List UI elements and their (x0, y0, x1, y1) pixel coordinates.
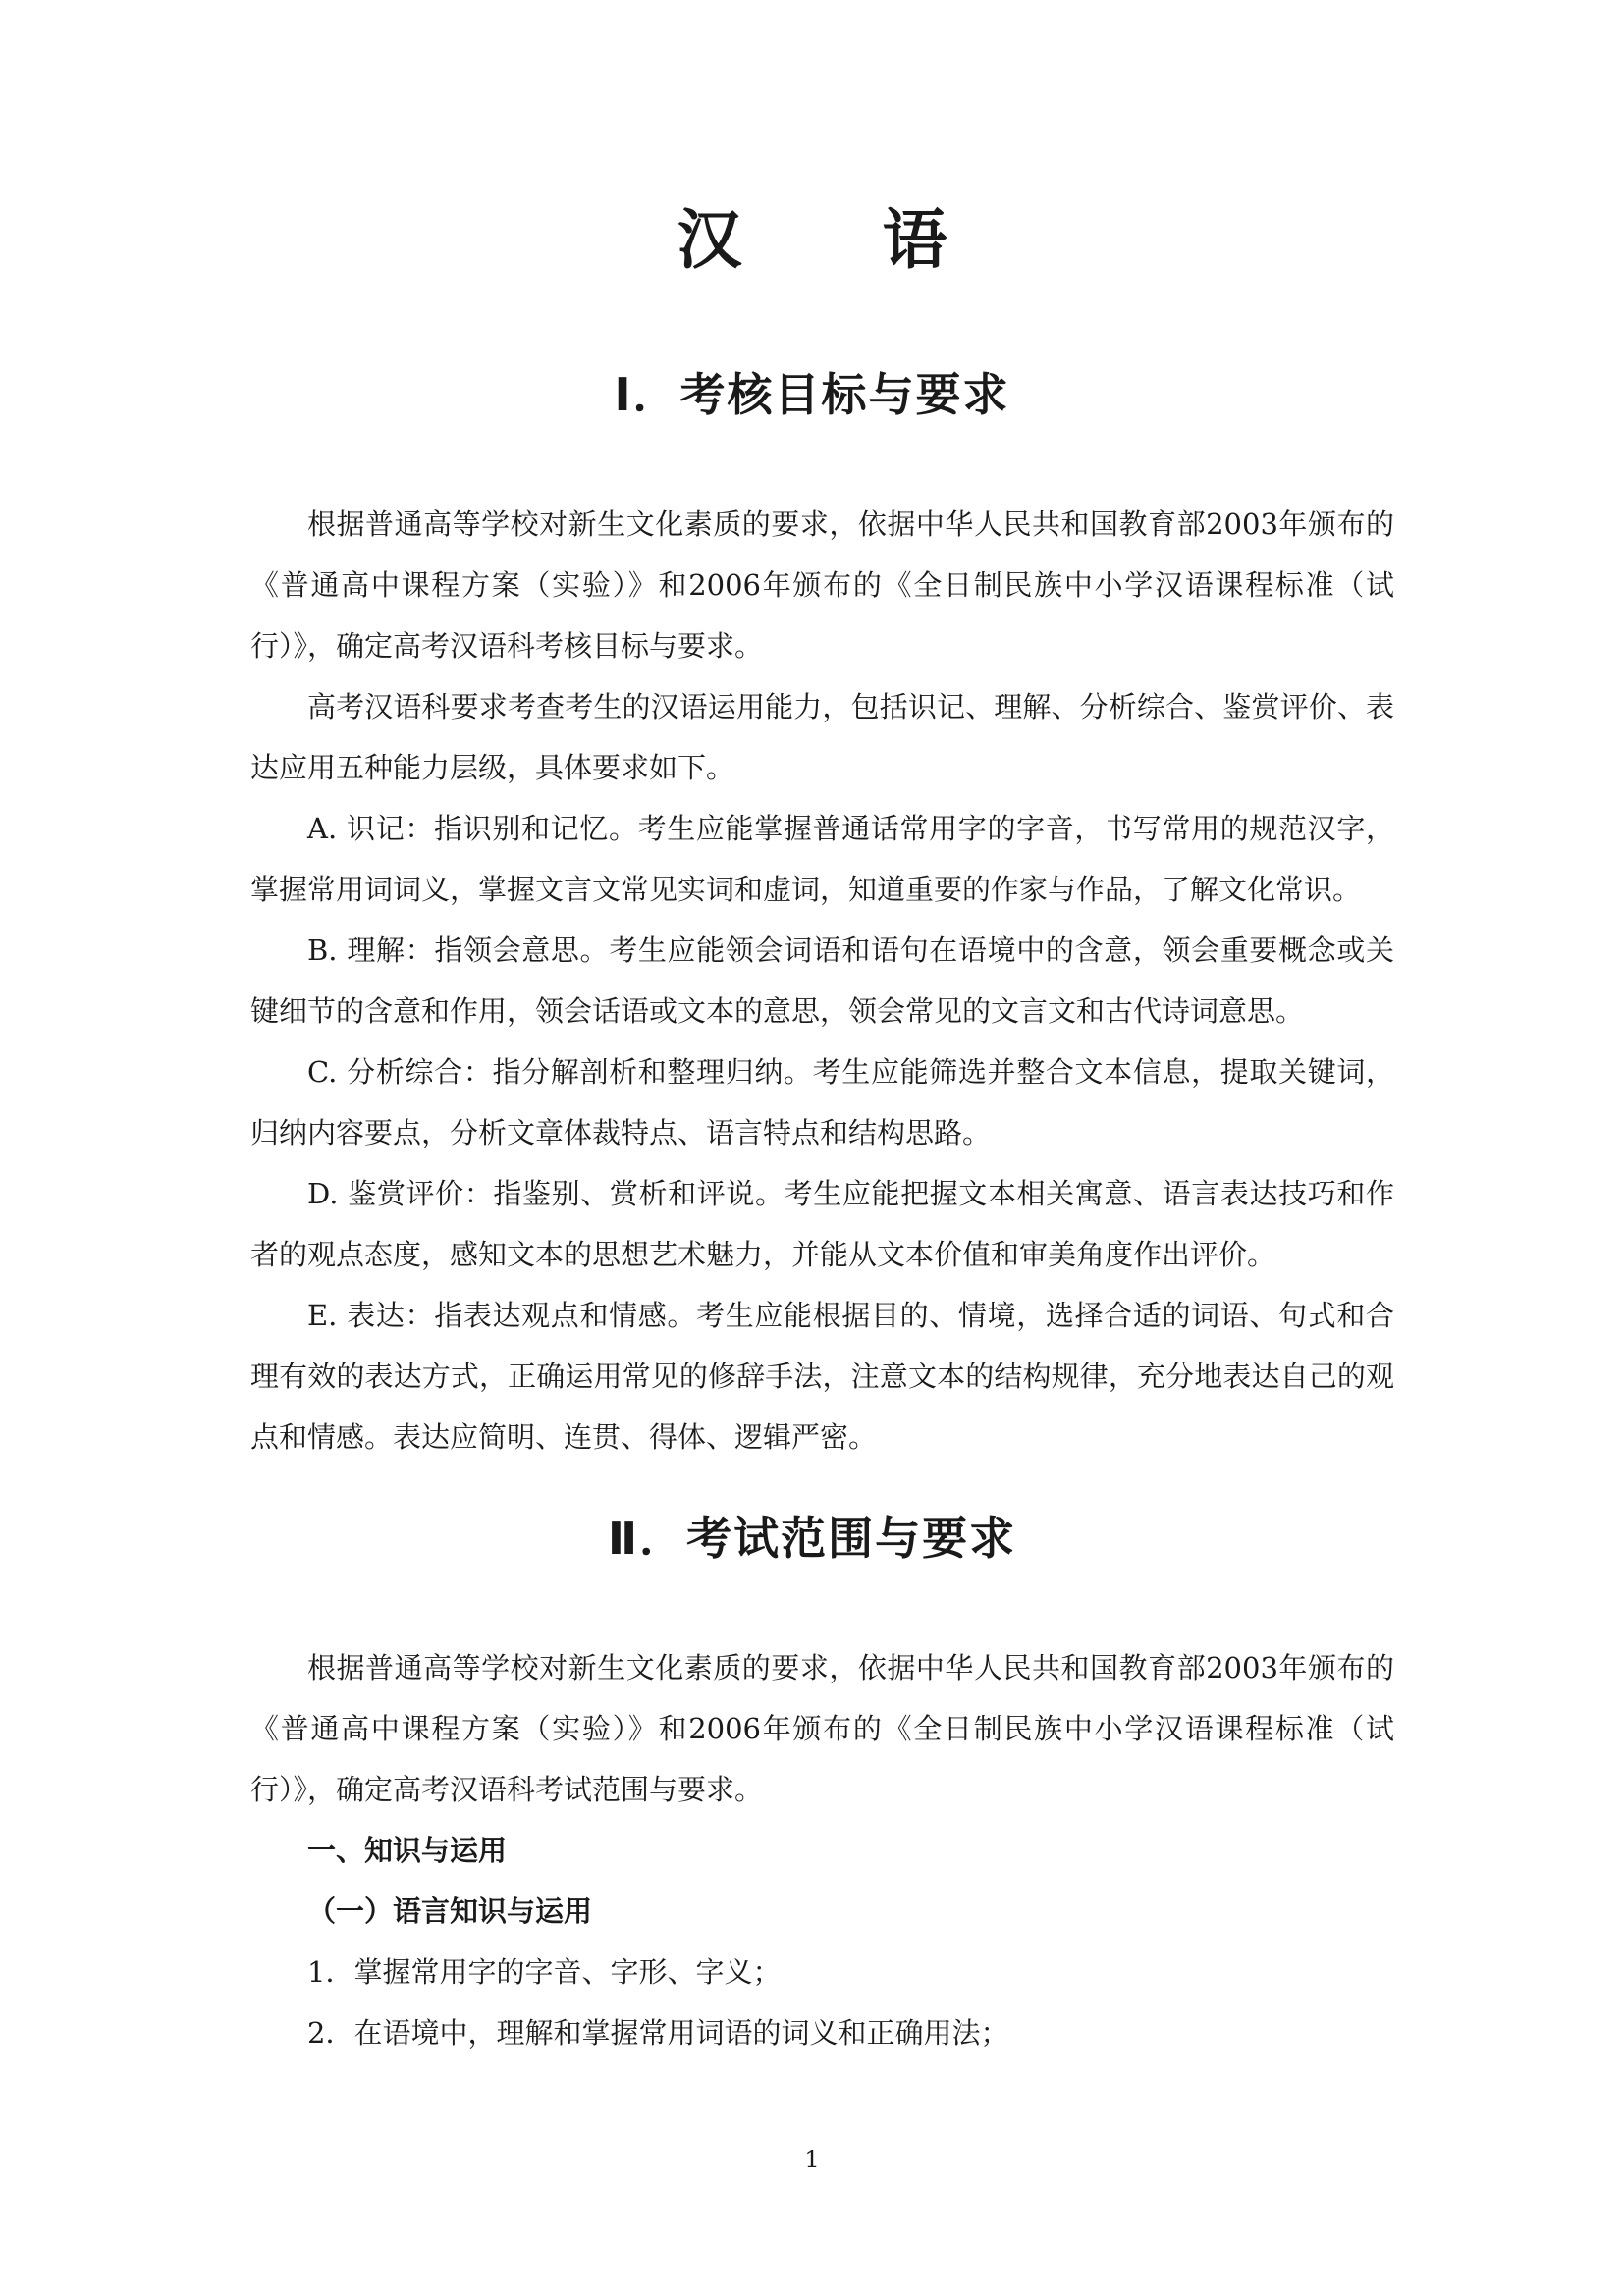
list-item: 2．在语境中，理解和掌握常用词语的词义和正确用法； (307, 2016, 1009, 2050)
section-assessment-goals-body (250, 494, 1394, 1468)
section-heading-assessment-goals: Ⅰ．考核目标与要求 (614, 368, 1010, 421)
paragraph: 根据普通高等学校对新生文化素质的要求，依据中华人民共和国教育部2003年颁布的《普通高中课程方案（实验）》和2006年颁布的《全日制民族中小学汉语课程标准（试行）》，确定高考汉语科考核目标与要求。 (250, 507, 1394, 663)
section-heading-exam-scope: Ⅱ．考试范围与要求 (607, 1512, 1017, 1565)
paragraph: A. 识记：指识别和记忆。考生应能掌握普通话常用字的字音，书写常用的规范汉字，掌握常用词词义，掌握文言文常见实词和虚词，知道重要的作家与作品，了解文化常识。 (250, 812, 1394, 906)
document-title: 汉 语 (677, 202, 1006, 278)
paragraph: E. 表达：指表达观点和情感。考生应能根据目的、情境，选择合适的词语、句式和合理有效的表达方式，正确运用常见的修辞手法，注意文本的结构规律，充分地表达自己的观点和情感。表达应简明、连贯、得体、逻辑严密。 (250, 1299, 1394, 1454)
section-exam-scope-body (250, 1637, 1394, 2063)
subheading-knowledge-and-application: 一、知识与运用 (307, 1834, 508, 1867)
list-item: 1．掌握常用字的字音、字形、字义； (307, 1955, 782, 1989)
paragraph: 高考汉语科要求考查考生的汉语运用能力，包括识记、理解、分析综合、鉴赏评价、表达应用五种能力层级，具体要求如下。 (250, 690, 1394, 784)
paragraph: D. 鉴赏评价：指鉴别、赏析和评说。考生应能把握文本相关寓意、语言表达技巧和作者的观点态度，感知文本的思想艺术魅力，并能从文本价值和审美角度作出评价。 (250, 1177, 1394, 1271)
subheading-language-knowledge: （一）语言知识与运用 (307, 1895, 593, 1928)
paragraph: C. 分析综合：指分解剖析和整理归纳。考生应能筛选并整合文本信息，提取关键词，归纳内容要点，分析文章体裁特点、语言特点和结构思路。 (250, 1055, 1394, 1149)
paragraph: 根据普通高等学校对新生文化素质的要求，依据中华人民共和国教育部2003年颁布的《普通高中课程方案（实验）》和2006年颁布的《全日制民族中小学汉语课程标准（试行）》，确定高考汉语科考试范围与要求。 (250, 1651, 1394, 1806)
paragraph: B. 理解：指领会意思。考生应能领会词语和语句在语境中的含意，领会重要概念或关键细节的含意和作用，领会话语或文本的意思，领会常见的文言文和古代诗词意思。 (250, 934, 1394, 1028)
page-number: 1 (804, 2146, 820, 2173)
